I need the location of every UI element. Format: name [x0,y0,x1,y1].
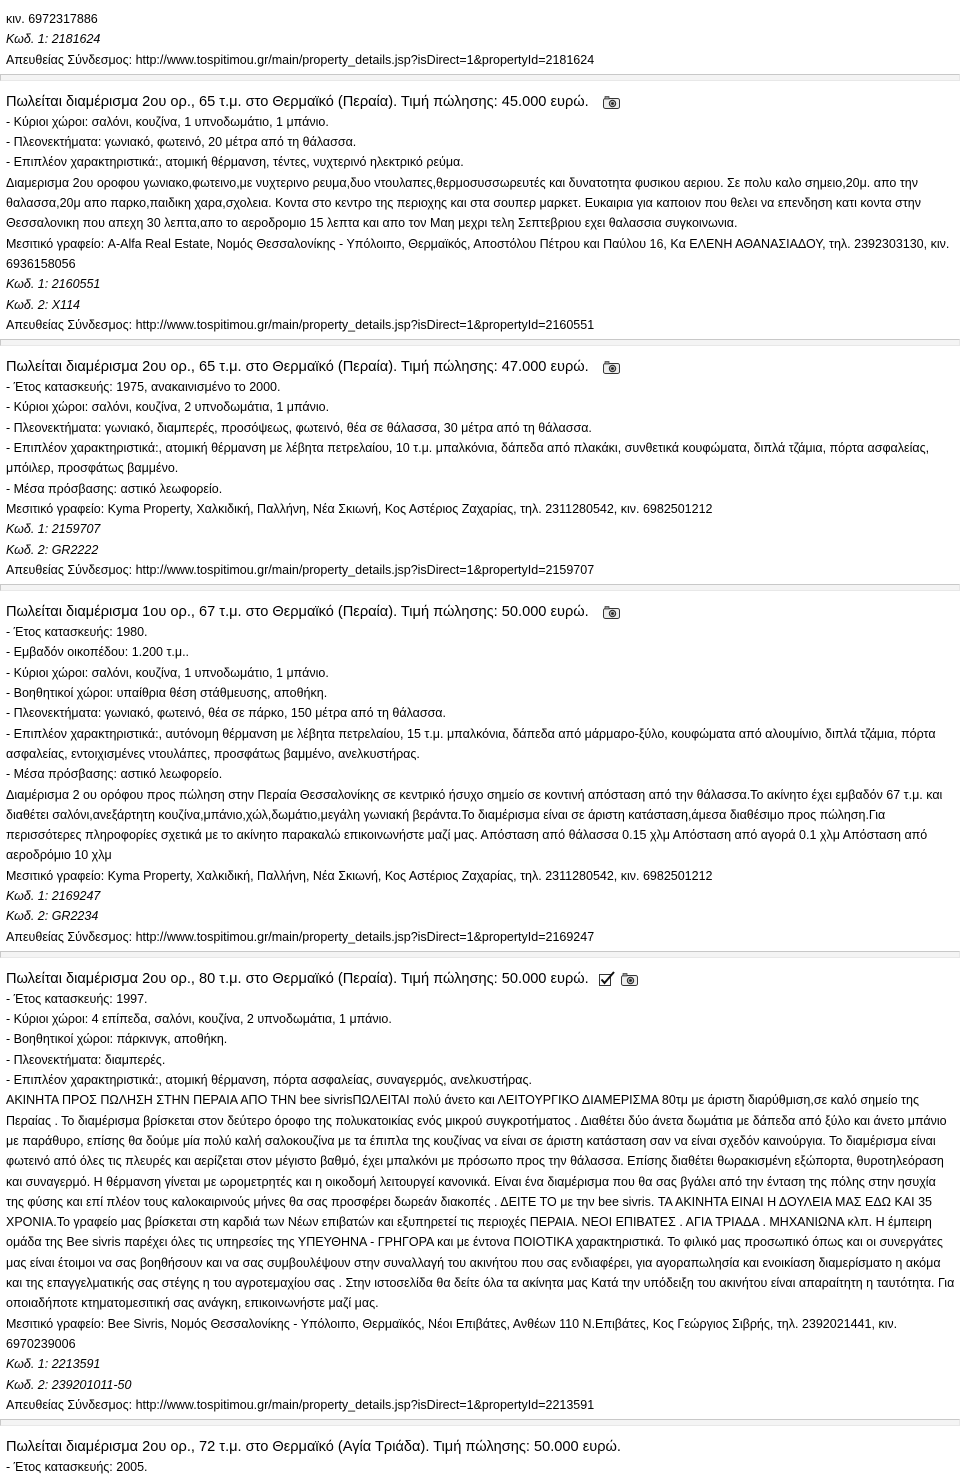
camera-icon[interactable] [621,973,638,986]
code-1: Κωδ. 1: 2159707 [6,522,101,537]
separator [0,947,960,965]
listing-title: Πωλείται διαμέρισμα 2ου ορ., 65 τ.μ. στο Θερμαϊκό (Περαία). Τιμή πώλησης: 45.000 ευρώ. [6,92,956,112]
feature-line: - Επιπλέον χαρακτηριστικά:, αυτόνομη θέρμανση με λέβητα πετρελαίου, 15 τ.μ. μπαλκόνια, δάπεδα από μάρμαρο-ξύλο, κουφώματα από αλουμίνιο, διπλά τζάμια, πόρτα ασφαλείας, εντοιχισμένες ντουλάπες, προσφάτως βαμμένο, ανελκυστήρας. [6,726,936,761]
direct-link[interactable]: Απευθείας Σύνδεσμος: http://www.tospitimou.gr/main/property_details.jsp?isDirect=1&propertyId=2181624 [6,52,595,67]
camera-icon[interactable] [603,96,620,109]
contact-mobile: κιν. 6972317886 [6,12,98,26]
feature-line: - Πλεονεκτήματα: γωνιακό, φωτεινό, θέα σε πάρκο, 150 μέτρα από τη θάλασσα. [6,706,446,721]
listing-title: Πωλείται διαμέρισμα 2ου ορ., 65 τ.μ. στο Θερμαϊκό (Περαία). Τιμή πώλησης: 47.000 ευρώ. [6,357,956,377]
feature-line: - Έτος κατασκευής: 1997. [6,991,148,1006]
feature-line: - Μέσα πρόσβασης: αστικό λεωφορείο. [6,481,223,496]
listing-title: Πωλείται διαμέρισμα 2ου ορ., 72 τ.μ. στο Θερμαϊκό (Αγία Τριάδα). Τιμή πώλησης: 50.000 ευρώ. [6,1439,621,1456]
listing [6,92,956,335]
code-1: Κωδ. 1: 2169247 [6,888,101,903]
listing [6,1437,956,1477]
feature-line: - Κύριοι χώροι: σαλόνι, κουζίνα, 1 υπνοδωμάτιο, 1 μπάνιο. [6,665,329,680]
camera-icon[interactable] [603,361,620,374]
feature-line: - Επιπλέον χαρακτηριστικά:, ατομική θέρμανση, πόρτα ασφαλείας, συναγερμός, ανελκυστήρας. [6,1073,532,1088]
code-2: Κωδ. 2: GR2234 [6,909,99,924]
code-2: Κωδ. 2: Χ114 [6,297,80,312]
feature-line: - Έτος κατασκευής: 2005. [6,1460,148,1475]
listing [6,969,956,1415]
feature-line: - Βοηθητικοί χώροι: υπαίθρια θέση στάθμευσης, αποθήκη. [6,686,328,701]
feature-line: - Επιπλέον χαρακτηριστικά:, ατομική θέρμανση με λέβητα πετρελαίου, 10 τ.μ. μπαλκόνια, δάπεδα από πλακάκι, συνθετικά κουφώματα, διπλά τζάμια, πόρτα ασφαλείας, μπόιλερ, προσφάτως βαμμένο. [6,441,930,476]
agency-info: Μεσιτικό γραφείο: A-Alfa Real Estate, Νομός Θεσσαλονίκης - Υπόλοιπο, Θερμαϊκός, Αποστόλου Πέτρου και Παύλου 16, Κα ΕΛΕΝΗ ΑΘΑΝΑΣΙΑΔΟΥ, τηλ. 2392303130, κιν. 6936158056 [6,236,950,271]
code-1: Κωδ. 1: 2181624 [6,32,101,47]
listing [6,602,956,947]
code-2: Κωδ. 2: GR2222 [6,542,99,557]
listing-title: Πωλείται διαμέρισμα 1ου ορ., 67 τ.μ. στο Θερμαϊκό (Περαία). Τιμή πώλησης: 50.000 ευρώ. [6,602,956,622]
separator [0,580,960,598]
separator [0,1415,960,1433]
feature-line: - Πλεονεκτήματα: γωνιακό, φωτεινό, 20 μέτρα από τη θάλασσα. [6,135,357,150]
feature-line: - Κύριοι χώροι: 4 επίπεδα, σαλόνι, κουζίνα, 2 υπνοδωμάτια, 1 μπάνιο. [6,1012,392,1027]
feature-line: - Έτος κατασκευής: 1980. [6,625,148,640]
code-1: Κωδ. 1: 2160551 [6,277,101,292]
direct-link[interactable]: Απευθείας Σύνδεσμος: http://www.tospitimou.gr/main/property_details.jsp?isDirect=1&propertyId=2159707 [6,562,595,577]
feature-line: - Εμβαδόν οικοπέδου: 1.200 τ.μ.. [6,645,190,660]
separator [0,70,960,88]
feature-line: - Βοηθητικοί χώροι: πάρκινγκ, αποθήκη. [6,1032,228,1047]
direct-link[interactable]: Απευθείας Σύνδεσμος: http://www.tospitimou.gr/main/property_details.jsp?isDirect=1&propertyId=2213591 [6,1397,595,1412]
feature-line: - Κύριοι χώροι: σαλόνι, κουζίνα, 1 υπνοδωμάτιο, 1 μπάνιο. [6,114,329,129]
code-1: Κωδ. 1: 2213591 [6,1357,101,1372]
feature-line: - Έτος κατασκευής: 1975, ανακαινισμένο το 2000. [6,380,281,395]
listing-description: Διαμερισμα 2ου οροφου γωνιακο,φωτεινο,με νυχτερινο ρευμα,δυο ντουλαπες,θερμοσυσσωρευτές και δυνατοτητα φυσικου αεριου. Σε πολυ καλο σημειο,20μ. απο την θαλασσα,20μ απο παρκο,παιδικη χαρα,σχολεια. Κοντα στο κεντρο της περιοχης και στα σουπερ μαρκετ. Ευκαιρια για καποιον που θελει να επενδηση κατι κοντα στην Θεσσαλονικη που απεχη 30 λεπτα,απο το αεροδρομιο 15 λεπτα και απο τον Μαη μεχρι τελη Σεπτεβριου εχει θαλασσια συγκοινωνια. [6,175,922,231]
agency-info: Μεσιτικό γραφείο: Kyma Property, Χαλκιδική, Παλλήνη, Νέα Σκιωνή, Κος Αστέριος Ζαχαρίας, τηλ. 2311280542, κιν. 6982501212 [6,501,713,516]
feature-line: - Μέσα πρόσβασης: αστικό λεωφορείο. [6,767,223,782]
agency-info: Μεσιτικό γραφείο: Bee Sivris, Νομός Θεσσαλονίκης - Υπόλοιπο, Θερμαϊκός, Νέοι Επιβάτες, Ανθέων 110 Ν.Επιβάτες, Κος Γεώργιος Σιβρής, τηλ. 2392021441, κιν. 6970239006 [6,1316,898,1351]
feature-line: - Επιπλέον χαρακτηριστικά:, ατομική θέρμανση, τέντες, νυχτερινό ηλεκτρικό ρεύμα. [6,155,464,170]
direct-link[interactable]: Απευθείας Σύνδεσμος: http://www.tospitimou.gr/main/property_details.jsp?isDirect=1&propertyId=2169247 [6,929,595,944]
feature-line: - Πλεονεκτήματα: γωνιακό, διαμπερές, προσόψεως, φωτεινό, θέα σε θάλασσα, 30 μέτρα από τη θάλασσα. [6,420,592,435]
checkbox-checked-icon [599,971,615,986]
separator [0,335,960,353]
listing-document [6,9,956,1477]
listing-title: Πωλείται διαμέρισμα 2ου ορ., 80 τ.μ. στο Θερμαϊκό (Περαία). Τιμή πώλησης: 50.000 ευρώ. [6,969,956,989]
direct-link[interactable]: Απευθείας Σύνδεσμος: http://www.tospitimou.gr/main/property_details.jsp?isDirect=1&propertyId=2160551 [6,317,595,332]
feature-line: - Κύριοι χώροι: σαλόνι, κουζίνα, 2 υπνοδωμάτια, 1 μπάνιο. [6,400,330,415]
feature-line: - Πλεονεκτήματα: διαμπερές. [6,1052,166,1067]
code-2: Κωδ. 2: 239201011-50 [6,1377,132,1392]
listing [6,357,956,580]
agency-info: Μεσιτικό γραφείο: Kyma Property, Χαλκιδική, Παλλήνη, Νέα Σκιωνή, Κος Αστέριος Ζαχαρίας, τηλ. 2311280542, κιν. 6982501212 [6,868,713,883]
camera-icon[interactable] [603,606,620,619]
listing-description: Διαμέρισμα 2 ου ορόφου προς πώληση στην Περαία Θεσσαλονίκης σε κεντρικό ήσυχο σημείο σε κοντινή απόσταση από την θάλασσα.Το ακίνητο έχει εμβαδόν 67 τ.μ. και διαθέτει σαλόνι,ανεξάρτητη κουζίνα,μπάνιο,χώλ,δωμάτιο,μεγάλη γωνιακή βεράντα.Το διαμέρισμα είναι σε άριστη κατάσταση,άμεσα διαθέσιμο προς πώληση.Για περισσότερες πληροφορίες σχετικά με το ακίνητο παρακαλώ επικοινωνήστε μαζί μας. Απόσταση από θάλασσα 0.15 χλμ Απόσταση από αγορά 0.1 χλμ Απόσταση από αεροδρόμιο 10 χλμ [6,787,943,863]
listing-description: ΑΚΙΝΗΤΑ ΠΡΟΣ ΠΩΛΗΣΗ ΣΤΗΝ ΠΕΡΑΙΑ ΑΠΟ ΤΗΝ bee sivrisΠΩΛΕΙΤΑΙ πολύ άνετο και ΛΕΙΤΟΥΡΓΙΚΟ ΔΙΑΜΕΡΙΣΜΑ 80τμ με άριστη διαρύθμιση,σε καλό σημείο της Περαίας . Το διαμέρισμα βρίσκεται στον δεύτερο όροφο της πολυκατοικίας ενός μικρού συγκροτήματος . Διαθέτει δύο άνετα δωμάτια με δάπεδα από ξύλο και άνετο μπάνιο με παράθυρο, επίσης θα δούμε μία πολύ καλή σαλοκουζίνα με τα έπιπλα της κουζίνας να είναι σε άριστη κατάσταση σαν να είναι σχεδόν καινούργια. Το διαμέρισμα είναι φωτεινό από όλες τις πλευρές και αερίζεται στον μέγιστο βαθμό, έχει μπαλκόνι με πρόσωπο προς την θάλασσα. Επίσης διαθέτει θωρακισμένη εξώπορτα, θυροτηλεόραση και συναγερμό. Η θέρμανση γίνεται με ωρομετρητές και η οικοδομή λειτουργεί κανονικά. Είναι ένα διαμέρισμα που θα σας βγάλει από την ένταση της πόλης στην ησυχία της φύσης και επί πλέον τους καλοκαιρινούς μήνες θα σας προσφέρει δωρεάν διακοπές . ΔΕΙΤΕ ΤΟ με την bee sivris. ΤΑ ΑΚΙΝΗΤΑ ΕΙΝΑΙ Η ΔΟΥΛΕΙΑ ΜΑΣ ΕΔΩ ΚΑΙ 35 ΧΡΟΝΙΑ.Το γραφείο μας βρίσκεται στη καρδιά των Νέων επιβατών και εξυπηρετεί τις περιοχές ΠΕΡΑΙΑ. ΝΕΟΙ ΕΠΙΒΑΤΕΣ . ΑΓΙΑ ΤΡΙΑΔΑ . ΜΗΧΑΝΙΩΝΑ κλπ. Η έμπειρη ομάδα της Bee sivris παρέχει όλες τις υπηρεσίες της ΥΠΕΥΘΗΝΑ - ΓΡΗΓΟΡΑ και με έντονα ΠΟΙΟΤΙΚΑ χαρακτηριστικά. Το φιλικό μας προσωπικό όπως και οι συνεργάτες μας είναι έτοιμοι να σας βοηθήσουν και να σας συμβουλέψουν στην συναλλαγή του ακινήτου που σας ενδιαφέρει, για αγοραπωλησία και ενοικίαση διαμερίσματο η ακόμα και της επαγγελματικής σας στέγης η του αγροτεμαχίου σας . Στην ιστοσελίδα θα δείτε όλα τα ακίνητα μας Κατά την υπόδειξη του ακινήτου είναι απαραίτητη η ταυτότητα. Για οποιαδήποτε κτηματομεσιτική σας ανάγκη, επικοινωνήστε μαζί μας. [6,1093,955,1311]
